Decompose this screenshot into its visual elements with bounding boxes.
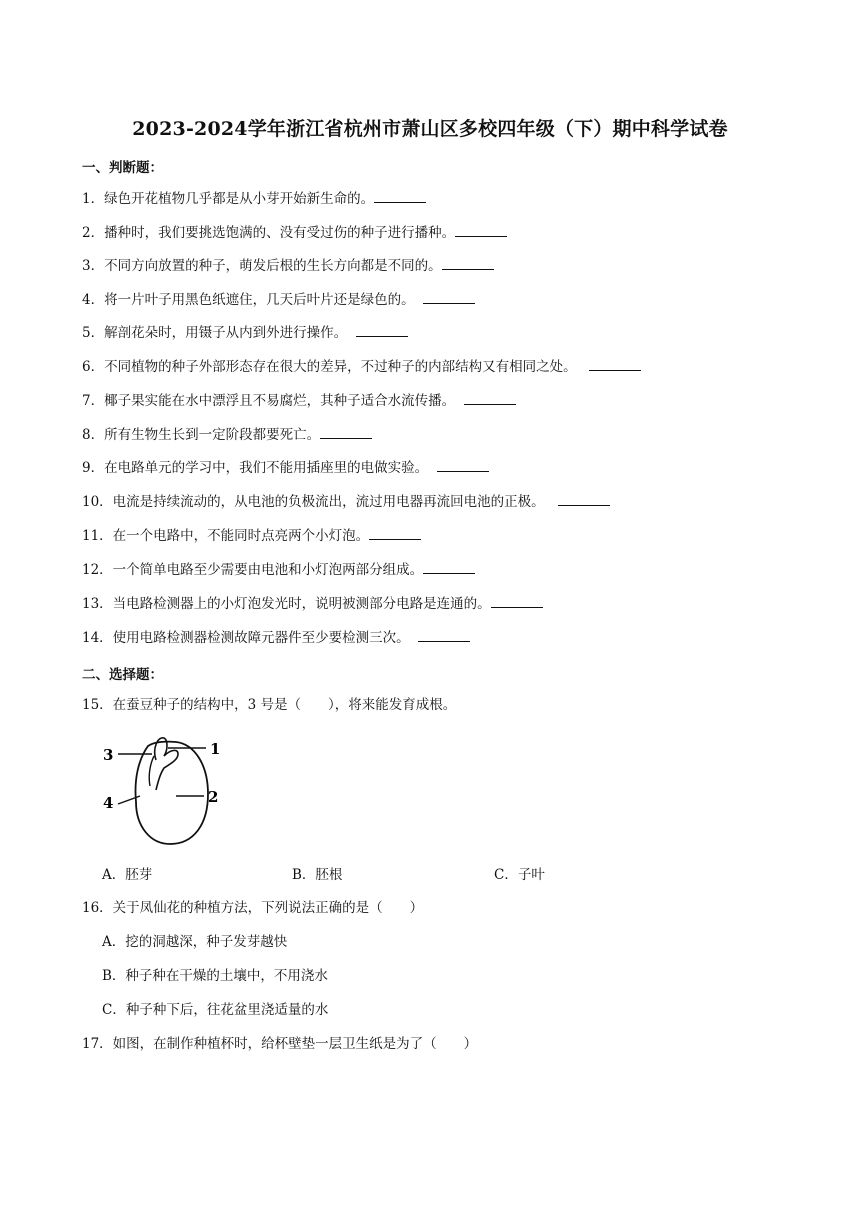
answer-blank[interactable] <box>423 561 475 574</box>
answer-blank[interactable] <box>320 426 372 439</box>
judgment-question <box>82 257 494 275</box>
choice-question-stem: 17．如图，在制作种植杯时，给杯壁垫一层卫生纸是为了（ ） <box>82 1036 478 1052</box>
exam-title: 2023-2024学年浙江省杭州市萧山区多校四年级（下）期中科学试卷 <box>132 118 728 140</box>
answer-blank[interactable] <box>558 493 610 506</box>
question-text: 12．一个简单电路至少需要由电池和小灯泡两部分组成。 <box>82 562 424 578</box>
broad-bean-seed-diagram <box>98 724 238 854</box>
option-a[interactable]: A．挖的洞越深，种子发芽越快 <box>102 934 288 950</box>
option-c[interactable]: C．子叶 <box>494 867 545 883</box>
answer-blank[interactable] <box>356 324 408 337</box>
question-text: 8．所有生物生长到一定阶段都要死亡。 <box>82 427 321 443</box>
section-heading-judgment: 一、判断题： <box>82 160 163 176</box>
answer-blank[interactable] <box>491 595 543 608</box>
judgment-question <box>82 459 489 477</box>
choice-question-stem: 15．在蚕豆种子的结构中，3 号是（ ），将来能发育成根。 <box>82 697 457 713</box>
answer-blank[interactable] <box>455 224 507 237</box>
question-text: 6．不同植物的种子外部形态存在很大的差异，不过种子的内部结构又有相同之处。 <box>82 359 577 375</box>
option-a[interactable]: A．胚芽 <box>102 867 153 883</box>
answer-blank[interactable] <box>464 392 516 405</box>
judgment-question <box>82 324 408 342</box>
judgment-question <box>82 358 641 376</box>
choice-question-stem: 16．关于凤仙花的种植方法，下列说法正确的是（ ） <box>82 900 424 916</box>
judgment-question <box>82 190 426 208</box>
answer-blank[interactable] <box>437 459 489 472</box>
section-heading-choice: 二、选择题： <box>82 667 163 683</box>
answer-blank[interactable] <box>423 291 475 304</box>
judgment-question <box>82 224 507 242</box>
question-text: 10．电流是持续流动的，从电池的负极流出，流过用电器再流回电池的正极。 <box>82 494 545 510</box>
question-text: 5．解剖花朵时，用镊子从内到外进行操作。 <box>82 325 348 341</box>
judgment-question <box>82 291 475 309</box>
judgment-question <box>82 426 372 444</box>
answer-blank[interactable] <box>418 629 470 642</box>
seed-label-3: 3 <box>103 746 114 764</box>
answer-blank[interactable] <box>589 358 641 371</box>
question-text: 4．将一片叶子用黑色纸遮住，几天后叶片还是绿色的。 <box>82 292 415 308</box>
judgment-question <box>82 629 470 647</box>
question-text: 3．不同方向放置的种子，萌发后根的生长方向都是不同的。 <box>82 258 442 274</box>
question-text: 14．使用电路检测器检测故障元器件至少要检测三次。 <box>82 630 410 646</box>
question-text: 7．椰子果实能在水中漂浮且不易腐烂，其种子适合水流传播。 <box>82 393 456 409</box>
question-text: 13．当电路检测器上的小灯泡发光时，说明被测部分电路是连通的。 <box>82 596 491 612</box>
judgment-question <box>82 561 475 579</box>
answer-blank[interactable] <box>369 527 421 540</box>
judgment-question <box>82 392 516 410</box>
question-text: 1．绿色开花植物几乎都是从小芽开始新生命的。 <box>82 191 375 207</box>
judgment-question <box>82 595 543 613</box>
seed-label-2: 2 <box>208 788 219 806</box>
question-text: 2．播种时，我们要挑选饱满的、没有受过伤的种子进行播种。 <box>82 225 456 241</box>
judgment-question <box>82 527 421 545</box>
judgment-question <box>82 493 610 511</box>
option-b[interactable]: B．种子种在干燥的土壤中，不用浇水 <box>102 968 328 984</box>
question-text: 9．在电路单元的学习中，我们不能用插座里的电做实验。 <box>82 460 429 476</box>
option-c[interactable]: C．种子种下后，往花盆里浇适量的水 <box>102 1002 329 1018</box>
answer-blank[interactable] <box>442 257 494 270</box>
seed-label-1: 1 <box>210 740 221 758</box>
option-b[interactable]: B．胚根 <box>292 867 343 883</box>
question-text: 11．在一个电路中，不能同时点亮两个小灯泡。 <box>82 528 370 544</box>
answer-blank[interactable] <box>374 190 426 203</box>
seed-label-4: 4 <box>103 794 114 812</box>
